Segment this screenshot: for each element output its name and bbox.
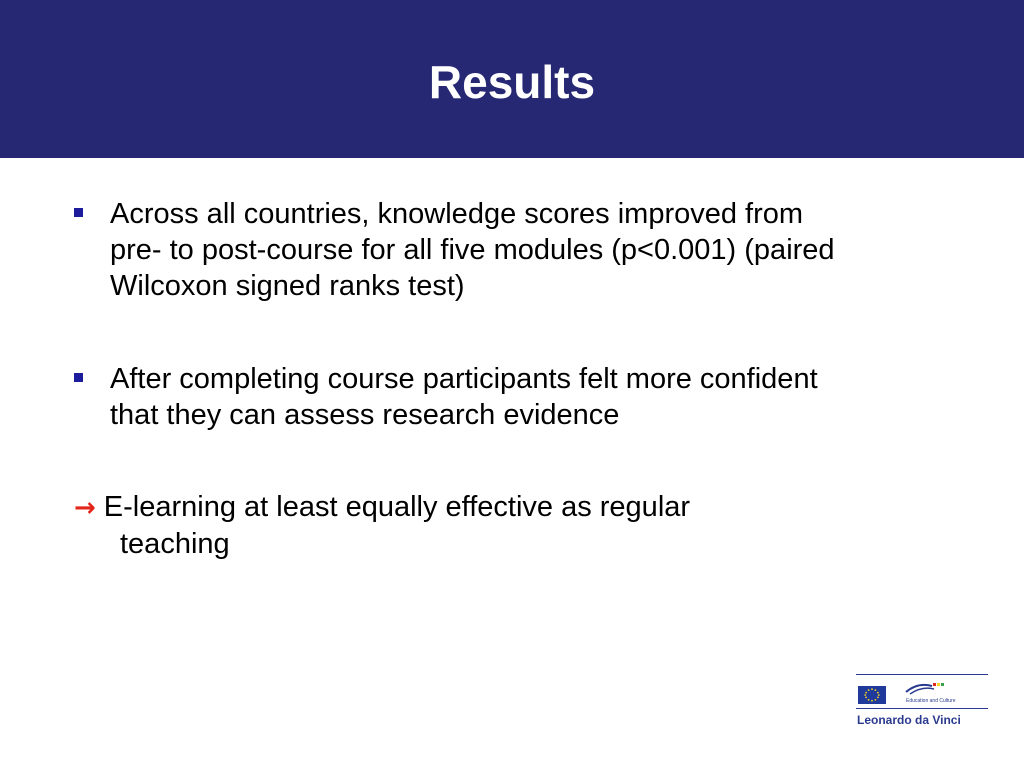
right-arrow-icon: →: [74, 493, 96, 523]
eu-flag-icon: [858, 686, 886, 704]
conclusion-item: [74, 489, 974, 562]
bullet-line: that they can assess research evidence: [110, 399, 620, 431]
bullet-item: [74, 196, 974, 304]
logo-divider: [856, 708, 988, 709]
bullet-line: After completing course participants felt more confident: [110, 363, 818, 395]
program-name: Leonardo da Vinci: [857, 713, 961, 727]
bullet-line: pre- to post-course for all five modules (p<0.001) (paired: [110, 234, 835, 266]
logo-divider: [856, 674, 988, 675]
leonardo-da-vinci-logo: [856, 672, 988, 732]
conclusion-line: E-learning at least equally effective as regular: [103, 491, 691, 523]
conclusion-line: teaching: [120, 528, 230, 560]
square-bullet-icon: [74, 373, 83, 382]
bullet-line: Wilcoxon signed ranks test): [110, 270, 465, 302]
bullet-item: [74, 361, 974, 433]
slide-title: Results: [428, 56, 596, 108]
bullet-text: [110, 196, 974, 304]
bullet-line: Across all countries, knowledge scores improved from: [110, 198, 804, 230]
bullet-text: [110, 361, 974, 433]
logo-subtitle: Education and Culture: [906, 698, 956, 704]
leonardo-swoosh-icon: [904, 680, 946, 696]
square-bullet-icon: [74, 208, 83, 217]
